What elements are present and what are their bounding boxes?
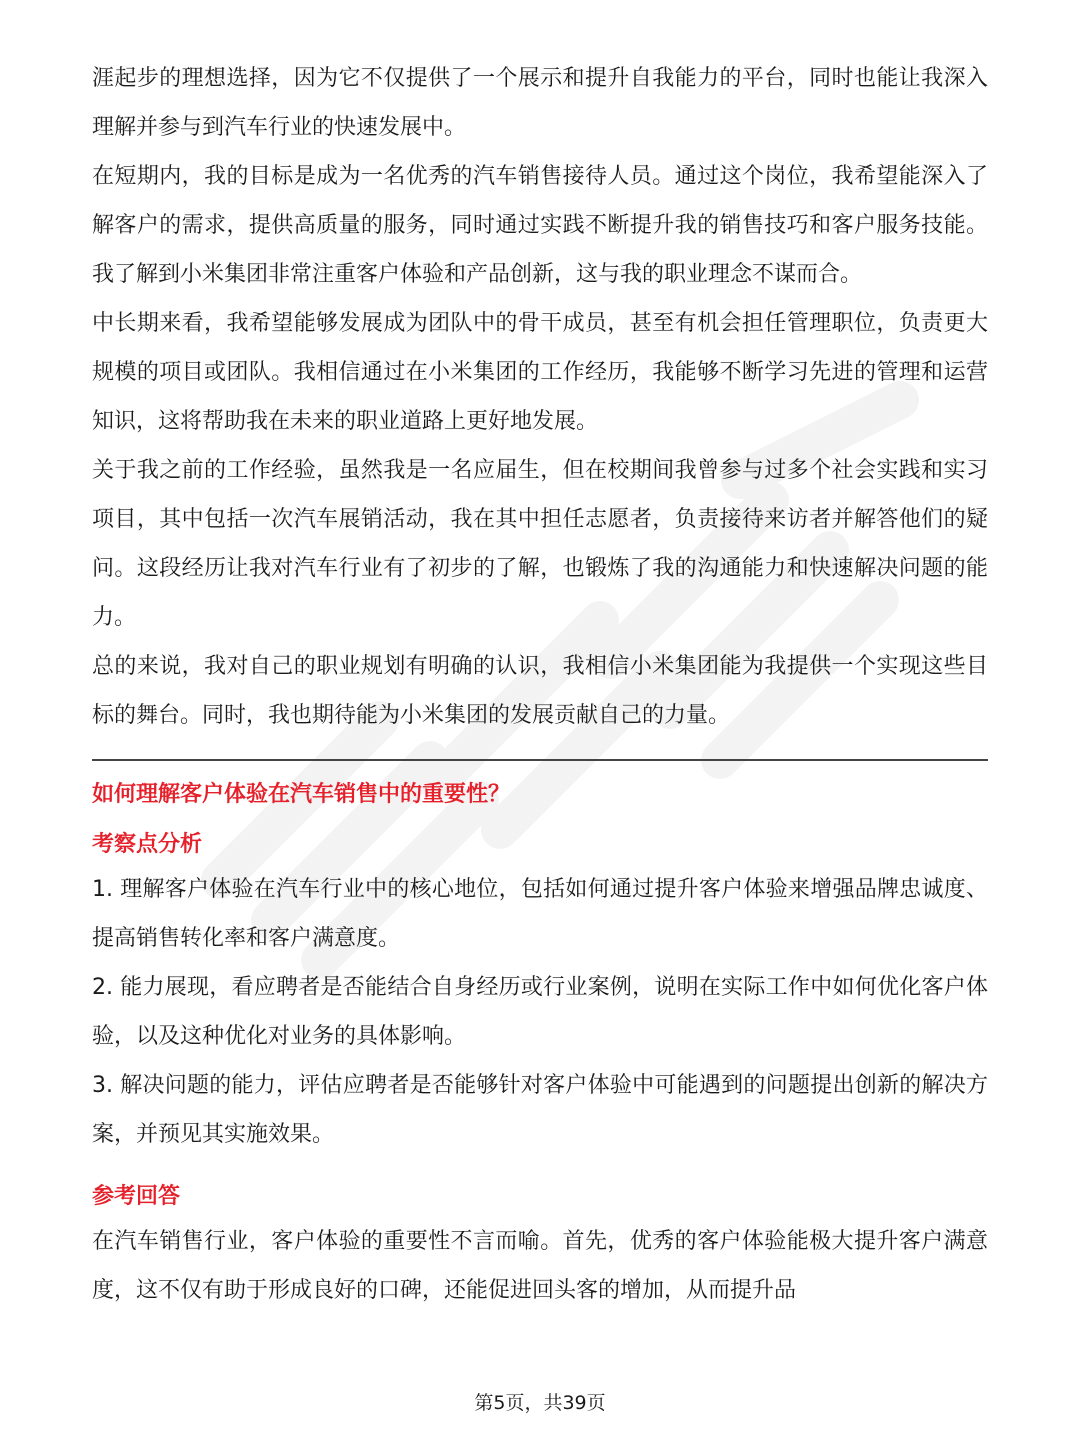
paragraph: 中长期来看，我希望能够发展成为团队中的骨干成员，甚至有机会担任管理职位，负责更大规模的项目或团队。我相信通过在小米集团的工作经历，我能够不断学习先进的管理和运营知识，这将帮助我在未来的职业道路上更好地发展。 xyxy=(92,311,988,434)
paragraph: 关于我之前的工作经验，虽然我是一名应届生，但在校期间我曾参与过多个社会实践和实习项目，其中包括一次汽车展销活动，我在其中担任志愿者，负责接待来访者并解答他们的疑问。这段经历让我对汽车行业有了初步的了解，也锻炼了我的沟通能力和快速解决问题的能力。 xyxy=(92,458,988,630)
section-divider xyxy=(92,759,988,761)
analysis-item: 1. 理解客户体验在汽车行业中的核心地位，包括如何通过提升客户体验来增强品牌忠诚度、提高销售转化率和客户满意度。 xyxy=(92,877,988,951)
page-footer: 第5页，共39页 xyxy=(474,1392,606,1414)
paragraph: 涯起步的理想选择，因为它不仅提供了一个展示和提升自我能力的平台，同时也能让我深入理解并参与到汽车行业的快速发展中。 xyxy=(92,66,988,140)
paragraph: 总的来说，我对自己的职业规划有明确的认识，我相信小米集团能为我提供一个实现这些目标的舞台。同时，我也期待能为小米集团的发展贡献自己的力量。 xyxy=(92,654,988,728)
answer-heading: 参考回答 xyxy=(92,1184,181,1209)
question-title: 如何理解客户体验在汽车销售中的重要性？ xyxy=(92,782,511,807)
main-content xyxy=(92,54,988,1315)
analysis-heading: 考察点分析 xyxy=(92,832,203,857)
analysis-item: 2. 能力展现，看应聘者是否能结合自身经历或行业案例，说明在实际工作中如何优化客户体验，以及这种优化对业务的具体影响。 xyxy=(92,975,988,1049)
answer-paragraph: 在汽车销售行业，客户体验的重要性不言而喻。首先，优秀的客户体验能极大提升客户满意度，这不仅有助于形成良好的口碑，还能促进回头客的增加，从而提升品 xyxy=(92,1229,988,1303)
analysis-item: 3. 解决问题的能力，评估应聘者是否能够针对客户体验中可能遇到的问题提出创新的解决方案，并预见其实施效果。 xyxy=(92,1073,988,1147)
paragraph: 在短期内，我的目标是成为一名优秀的汽车销售接待人员。通过这个岗位，我希望能深入了解客户的需求，提供高质量的服务，同时通过实践不断提升我的销售技巧和客户服务技能。我了解到小米集团非常注重客户体验和产品创新，这与我的职业理念不谋而合。 xyxy=(92,164,988,287)
